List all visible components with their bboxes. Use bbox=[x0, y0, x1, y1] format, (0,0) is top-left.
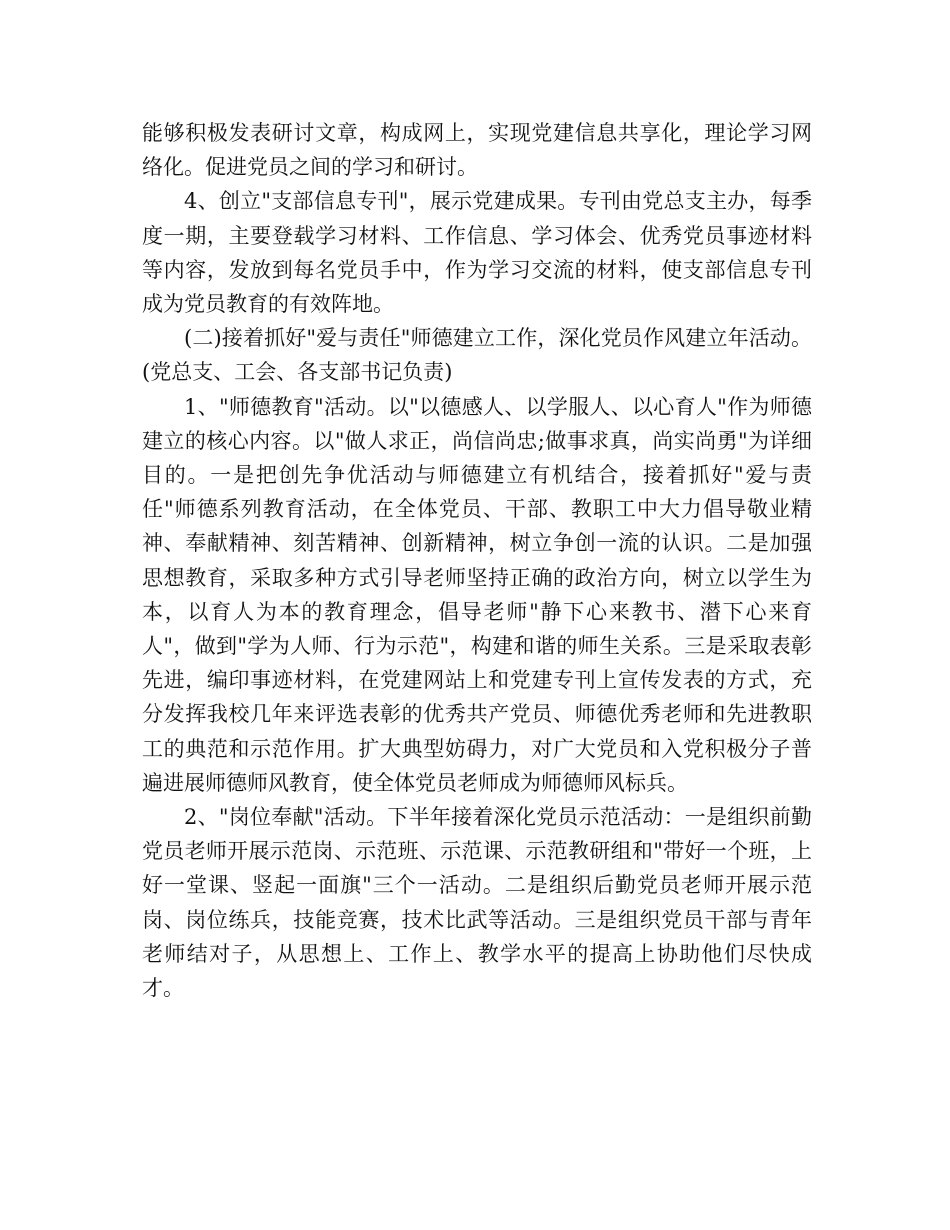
paragraph-continuation: 能够积极发表研讨文章，构成网上，实现党建信息共享化，理论学习网络化。促进党员之间的学习和研讨。 bbox=[142, 121, 812, 180]
paragraph-item-1: 1、"师德教育"活动。以"以德感人、以学服人、以心育人"作为师德建立的核心内容。以"做人求正，尚信尚忠;做事求真，尚实尚勇"为详细目的。一是把创先争优活动与师德建立有机结合，接着抓好"爱与责任"师德系列教育活动，在全体党员、干部、教职工中大力倡导敬业精神、奉献精神、刻苦精神、创新精神，树立争创一流的认识。二是加强思想教育，采取多种方式引导老师坚持正确的政治方向，树立以学生为本，以育人为本的教育理念，倡导老师"静下心来教书、潜下心来育人"，做到"学为人师、行为示范"，构建和谐的师生关系。三是采取表彰先进，编印事迹材料，在党建网站上和党建专刊上宣传发表的方式，充分发挥我校几年来评选表彰的优秀共产党员、师德优秀老师和先进教职工的典范和示范作用。扩大典型妨碍力，对广大党员和入党积极分子普遍进展师德师风教育，使全体党员老师成为师德师风标兵。 bbox=[142, 394, 812, 795]
paragraph-item-4: 4、创立"支部信息专刊"，展示党建成果。专刊由党总支主办，每季度一期，主要登载学习材料、工作信息、学习体会、优秀党员事迹材料等内容，发放到每名党员手中，作为学习交流的材料，使支部信息专刊成为党员教育的有效阵地。 bbox=[142, 189, 812, 317]
document-page bbox=[142, 116, 812, 1005]
paragraph-item-2: 2、"岗位奉献"活动。下半年接着深化党员示范活动：一是组织前勤党员老师开展示范岗、示范班、示范课、示范教研组和"带好一个班，上好一堂课、竖起一面旗"三个一活动。二是组织后勤党员老师开展示范岗、岗位练兵，技能竞赛，技术比武等活动。三是组织党员干部与青年老师结对子，从思想上、工作上、教学水平的提高上协助他们尽快成才。 bbox=[142, 805, 812, 1001]
paragraph-section-2: (二)接着抓好"爱与责任"师德建立工作，深化党员作风建立年活动。(党总支、工会、各支部书记负责) bbox=[142, 326, 812, 385]
